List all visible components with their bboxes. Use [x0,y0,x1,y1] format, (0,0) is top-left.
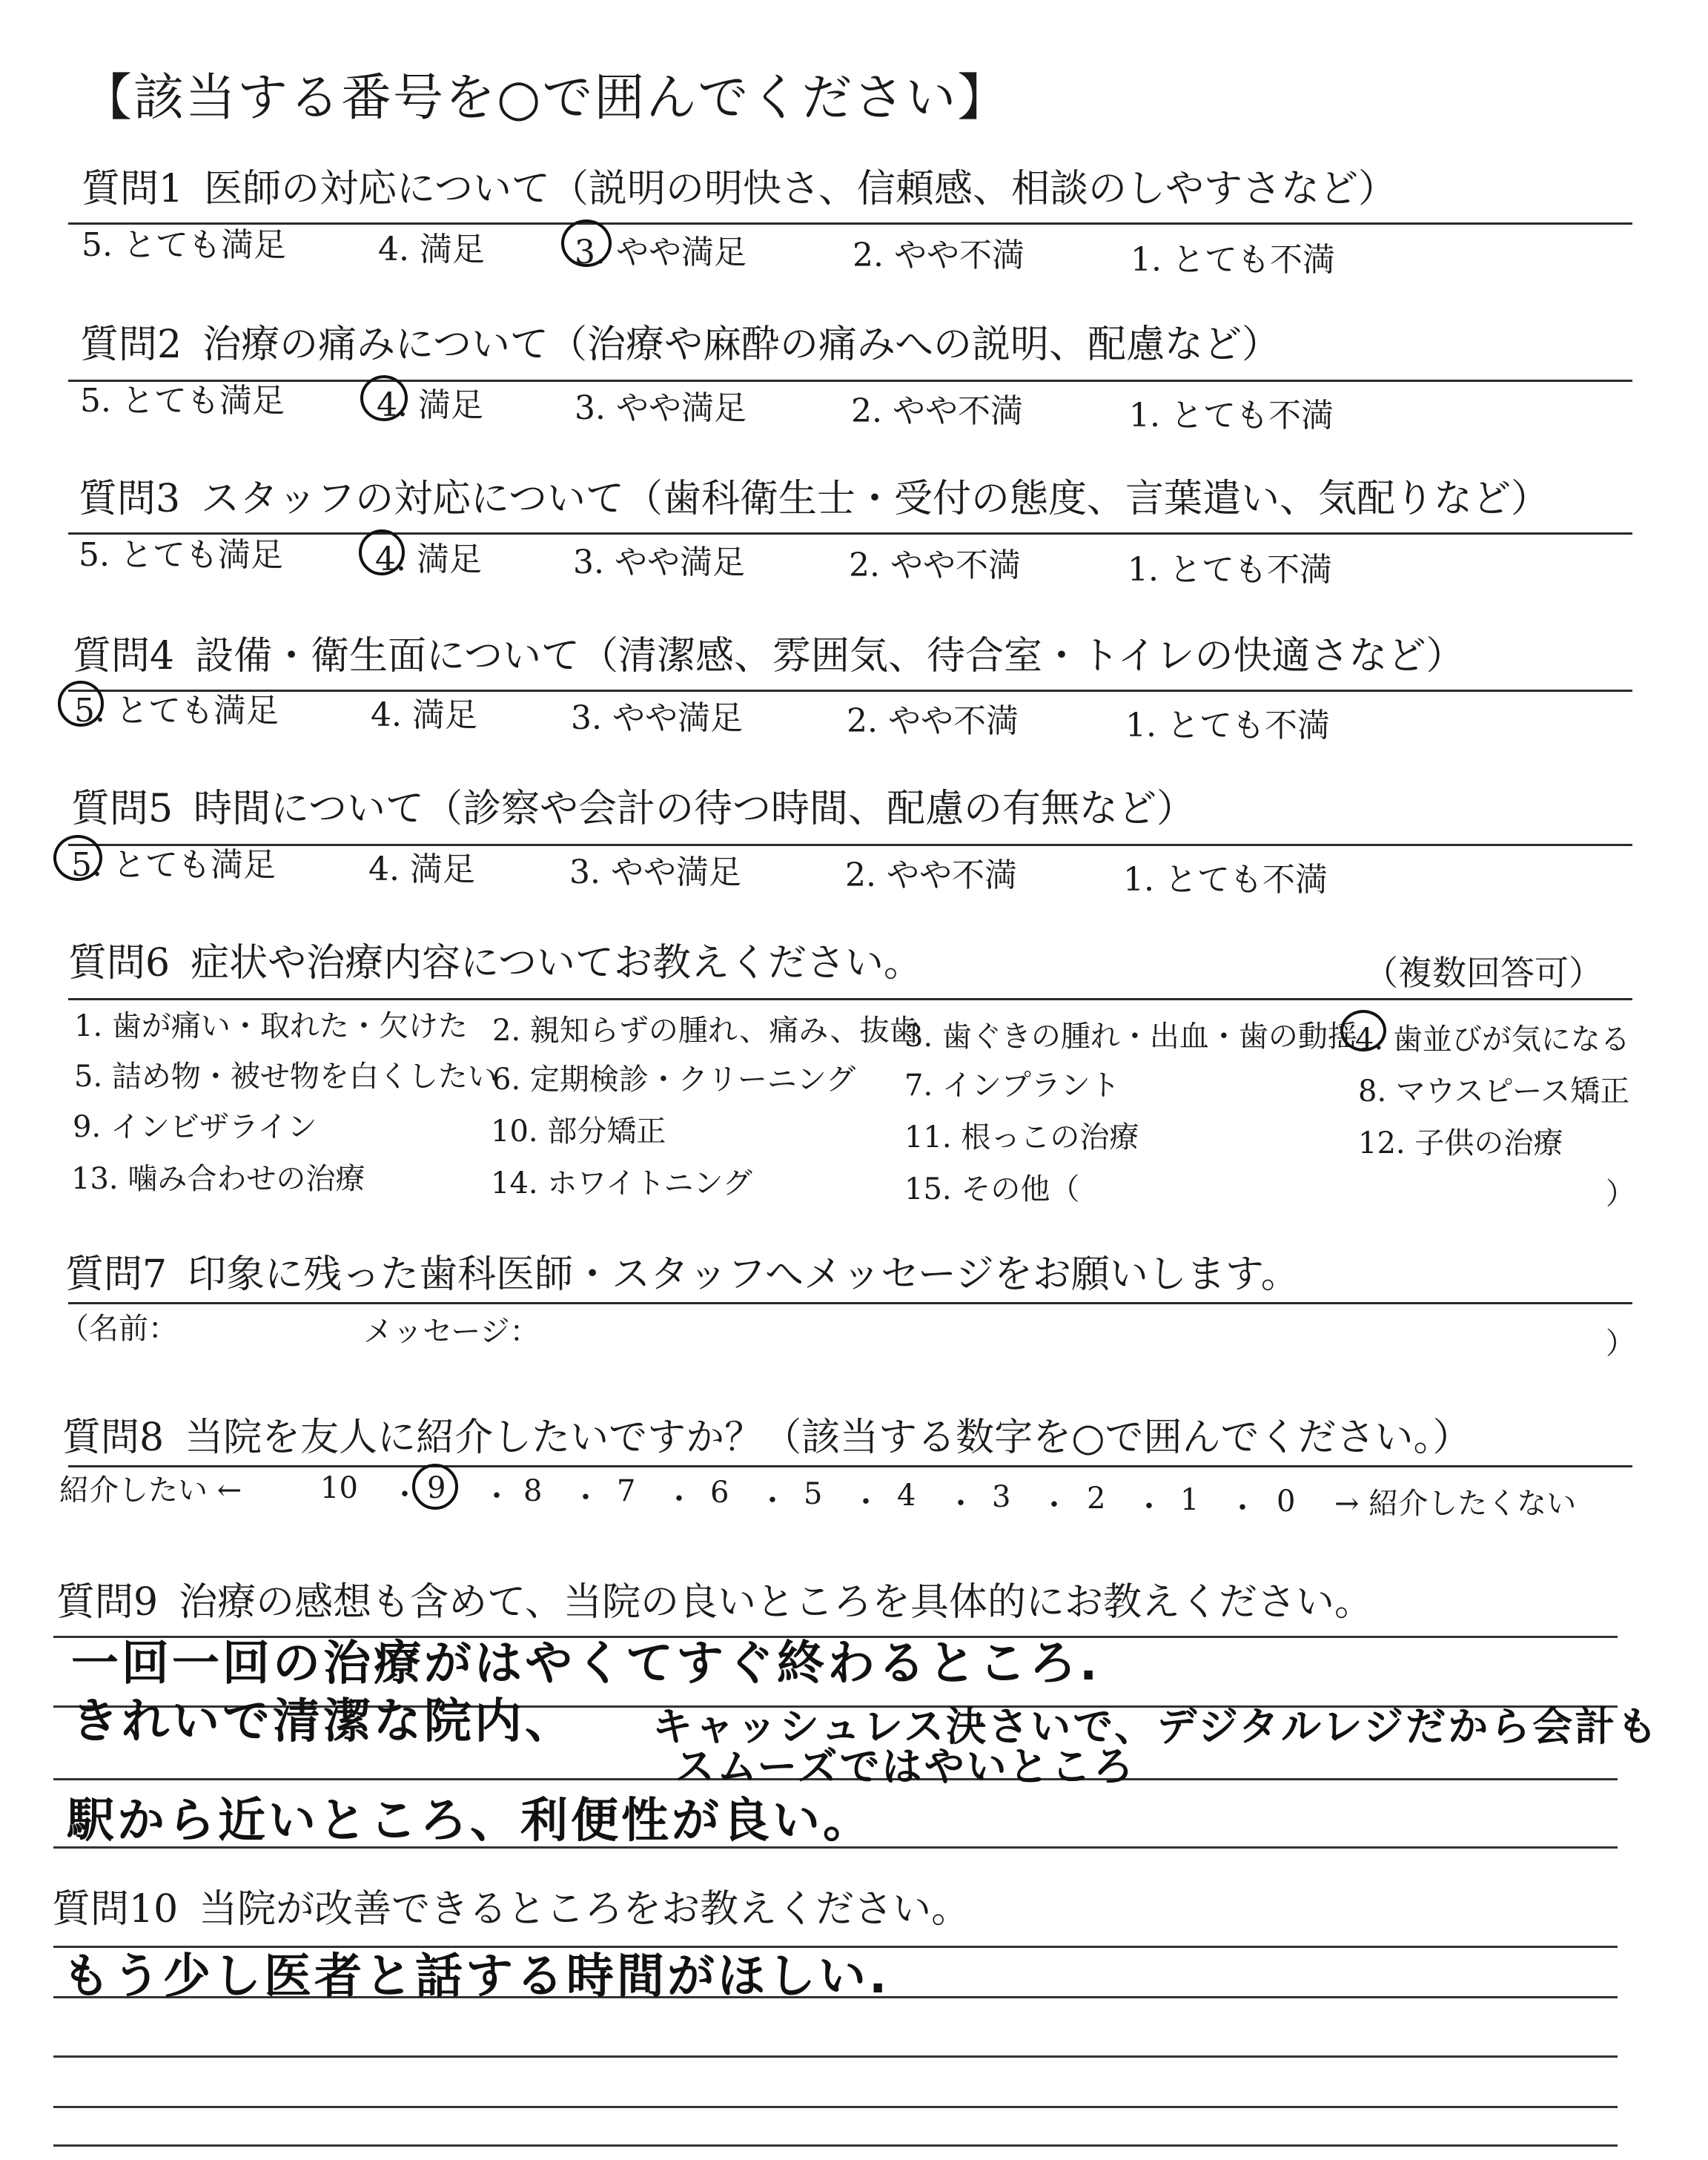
q8-dot: ・ [758,1484,787,1518]
q3-option-5[interactable]: 5. とても満足 [79,536,283,574]
q6-item-5[interactable]: 5. 詰め物・被せ物を白くしたい [74,1060,497,1094]
q1-option-2[interactable]: 2. やや不満 [853,237,1025,274]
q10-answer-line-3 [53,2055,1618,2058]
question-9 [56,1571,1373,1626]
q6-item-15[interactable]: 15. その他（ [904,1172,1080,1206]
question-4-text: 設備・衛生面について（清潔感、雰囲気、待合室・トイレの快適さなど） [195,634,1465,678]
question-1 [82,157,1397,213]
q2-option-3[interactable]: 3. やや満足 [575,389,747,427]
question-1-text: 医師の対応について（説明の明快さ、信頼感、相談のしやすさなど） [204,167,1397,211]
q7-close-paren: ） [1606,1327,1635,1361]
q6-item-4[interactable]: 4. 歯並びが気になる [1355,1023,1630,1057]
q1-option-4[interactable]: 4. 満足 [378,231,485,268]
q9-answer-line-1-text: 一回一回の治療がはやくてすぐ終わるところ. [71,1636,1101,1691]
q2-option-4[interactable]: 4. 満足 [377,386,483,424]
q6-item-8[interactable]: 8. マウスピース矯正 [1358,1074,1630,1109]
q5-option-4[interactable]: 4. 満足 [368,851,475,888]
q6-item-14[interactable]: 14. ホワイトニング [491,1166,752,1200]
question-6-number: 質問6 [68,941,171,985]
q1-selection-circle [561,219,612,267]
q5-selection-circle [53,835,102,881]
q8-left-label: 紹介したい ← [59,1473,242,1507]
q4-selection-circle [58,681,104,727]
q8-dot: ・ [482,1479,512,1513]
q4-option-5[interactable]: 5. とても満足 [74,692,279,730]
question-2-text: 治療の痛みについて（治療や麻酔の痛みへの説明、配慮など） [202,323,1281,367]
q8-scale-6[interactable]: 6 [710,1476,729,1510]
q4-option-2[interactable]: 2. やや不満 [847,702,1019,740]
q5-option-5[interactable]: 5. とても満足 [71,846,276,884]
question-7-text: 印象に残った歯科医師・スタッフへメッセージをお願いします。 [188,1252,1300,1297]
q8-dot: ・ [851,1485,881,1519]
q9-answer-line-2-text: きれいで清潔な院内、 [71,1694,575,1749]
q8-scale-7[interactable]: 7 [617,1474,636,1508]
q8-scale-5[interactable]: 5 [804,1477,823,1511]
q8-scale-1[interactable]: 1 [1180,1483,1199,1517]
q8-dot: ・ [1039,1488,1069,1522]
q10-answer-line-5 [53,2144,1618,2147]
q8-scale-4[interactable]: 4 [897,1479,916,1513]
q6-item-2[interactable]: 2. 親知らずの腫れ、痛み、抜歯 [492,1014,919,1048]
question-4-number: 質問4 [73,634,175,678]
q8-dot: ・ [664,1482,694,1516]
q9-answer-line-5-text: 駅から近いところ、利便性が良い。 [67,1794,873,1849]
question-5 [71,777,1195,833]
q4-option-1[interactable]: 1. とても不満 [1125,707,1330,744]
q6-item-10[interactable]: 10. 部分矯正 [491,1114,666,1149]
question-4-rule [68,690,1632,692]
question-8 [62,1406,1471,1462]
q6-other-close-paren: ） [1606,1177,1635,1211]
q6-selection-circle [1340,1010,1386,1051]
question-3 [79,467,1549,523]
q8-scale-3[interactable]: 3 [992,1480,1011,1514]
q8-selection-circle [412,1464,458,1510]
q9-answer-line-3-text: キャッシュレス決さいで、デジタルレジだから会計も [652,1703,1660,1750]
question-1-rule [68,222,1632,225]
q3-selection-circle [359,529,405,575]
question-9-text: 治療の感想も含めて、当院の良いところを具体的にお教えください。 [179,1580,1374,1625]
question-3-rule [68,532,1632,535]
q8-scale-9[interactable]: 9 [427,1471,446,1505]
q6-item-13[interactable]: 13. 噛み合わせの治療 [71,1162,365,1196]
q3-option-2[interactable]: 2. やや不満 [849,546,1021,584]
q1-option-1[interactable]: 1. とても不満 [1131,241,1335,279]
question-9-number: 質問9 [56,1580,159,1625]
q4-option-4[interactable]: 4. 満足 [371,696,477,734]
q8-scale-10[interactable]: 10 [320,1471,358,1505]
question-2-number: 質問2 [80,323,182,367]
q5-option-3[interactable]: 3. やや満足 [569,853,741,891]
q10-answer-text: もう少し医者と話する時間がほしい. [62,1949,890,2004]
q8-scale-0[interactable]: 0 [1277,1484,1296,1519]
q6-item-3[interactable]: 3. 歯ぐきの腫れ・出血・歯の動揺 [904,1020,1357,1054]
q4-option-3[interactable]: 3. やや満足 [571,699,743,737]
q3-option-4[interactable]: 4. 満足 [375,541,482,578]
question-5-number: 質問5 [71,787,173,831]
q8-right-label: → 紹介したくない [1334,1487,1577,1521]
q8-scale-8[interactable]: 8 [523,1474,543,1508]
q2-option-5[interactable]: 5. とても満足 [80,382,285,420]
q5-option-1[interactable]: 1. とても不満 [1123,861,1328,899]
q9-answer-line-4-text: スムーズではやいところ [675,1743,1136,1790]
question-3-text: スタッフの対応について（歯科衛生士・受付の態度、言葉遣い、気配りなど） [201,477,1550,521]
q8-scale-2[interactable]: 2 [1087,1482,1106,1516]
q2-option-2[interactable]: 2. やや不満 [851,392,1023,430]
q8-dot: ・ [1134,1490,1164,1524]
q6-item-11[interactable]: 11. 根っこの治療 [904,1120,1139,1155]
q6-item-7[interactable]: 7. インプラント [904,1069,1120,1103]
question-2-rule [68,380,1632,382]
question-6-text: 症状や治療内容についてお教えください。 [191,941,923,985]
q6-item-12[interactable]: 12. 子供の治療 [1358,1126,1563,1160]
question-1-number: 質問1 [82,167,184,211]
q6-item-6[interactable]: 6. 定期検診・クリーニング [492,1063,856,1097]
question-10-number: 質問10 [52,1887,179,1932]
question-7-rule [68,1302,1632,1304]
question-7 [65,1243,1300,1298]
question-5-rule [68,844,1632,846]
q5-option-2[interactable]: 2. やや不満 [845,856,1017,894]
q8-dot: ・ [946,1487,976,1521]
question-10-text: 当院が改善できるところをお教えください。 [199,1887,970,1932]
q8-dot: ・ [1228,1491,1257,1525]
question-4 [73,624,1464,680]
q2-option-1[interactable]: 1. とても不満 [1129,397,1334,435]
question-8-text: 当院を友人に紹介したいですか？（該当する数字を○で囲んでください。） [185,1416,1472,1460]
q3-option-1[interactable]: 1. とても不満 [1128,551,1332,589]
q10-answer-line-4 [53,2106,1618,2108]
q1-option-3[interactable]: 3. やや満足 [575,234,747,271]
q1-option-5[interactable]: 5. とても満足 [82,226,286,264]
question-7-number: 質問7 [65,1252,168,1297]
q6-item-9[interactable]: 9. インビザライン [73,1110,317,1144]
question-10 [52,1877,970,1933]
q6-item-1[interactable]: 1. 歯が痛い・取れた・欠けた [74,1009,468,1043]
question-6 [68,931,922,987]
page-title: 【該当する番号を○で囲んでください】 [82,69,1010,128]
q8-dot: ・ [390,1478,420,1512]
q3-option-3[interactable]: 3. やや満足 [573,544,745,581]
question-2 [80,313,1280,369]
question-6-note: （複数回答可） [1364,953,1603,993]
question-3-number: 質問3 [79,477,181,521]
q2-selection-circle [360,375,408,421]
q7-message-label: メッセージ： [363,1315,540,1349]
q8-dot: ・ [571,1481,600,1515]
question-8-number: 質問8 [62,1416,165,1460]
q7-name-label: （名前： [59,1312,178,1346]
question-6-rule [68,998,1632,1000]
question-5-text: 時間について（診察や会計の待つ時間、配慮の有無など） [193,787,1196,831]
question-8-rule [68,1465,1632,1467]
